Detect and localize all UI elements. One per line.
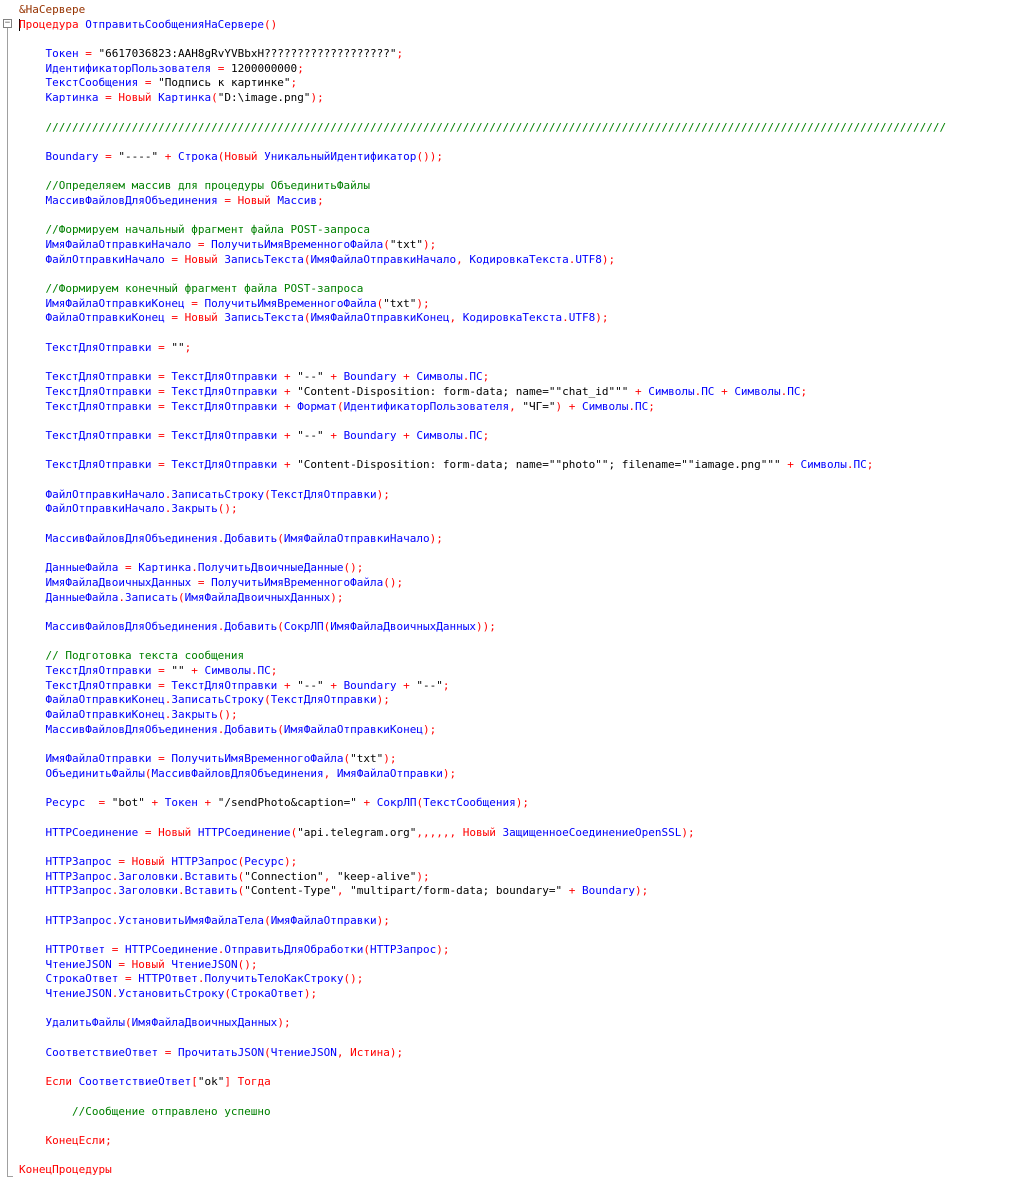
code-line[interactable]: ТекстДляОтправки = ТекстДляОтправки + "--" + Boundary + Символы.ПС; xyxy=(45,428,490,442)
code-area[interactable] xyxy=(19,3,1027,1178)
code-line[interactable] xyxy=(19,635,1027,650)
code-line[interactable] xyxy=(19,444,1027,459)
code-line[interactable]: //Определяем массив для процедуры ОбъединитьФайлы xyxy=(45,179,371,193)
code-line[interactable]: ИмяФайлаОтправкиКонец = ПолучитьИмяВременногоФайла("txt"); xyxy=(45,296,430,310)
code-line[interactable]: Boundary = "----" + Строка(Новый УникальныйИдентификатор()); xyxy=(45,149,443,163)
code-line[interactable] xyxy=(19,840,1027,855)
code-line[interactable]: //////////////////////////////////////////////////////////////////////////////////////////////////////////////////////////////////////// xyxy=(45,120,947,134)
editor-gutter xyxy=(0,0,14,1200)
code-line[interactable]: ФайлОтправкиНачало.ЗаписатьСтроку(ТекстДляОтправки); xyxy=(45,487,390,501)
code-line[interactable] xyxy=(19,414,1027,429)
code-line[interactable]: СоответствиеОтвет = ПрочитатьJSON(ЧтениеJSON, Истина); xyxy=(45,1045,404,1059)
code-line[interactable] xyxy=(19,517,1027,532)
code-line[interactable]: ЧтениеJSON = Новый ЧтениеJSON(); xyxy=(45,957,258,971)
code-line[interactable]: ОбъединитьФайлы(МассивФайловДляОбъединения, ИмяФайлаОтправки); xyxy=(45,766,457,780)
code-line[interactable]: ФайлаОтправкиКонец.Закрыть(); xyxy=(45,708,238,721)
code-line[interactable] xyxy=(19,605,1027,620)
fold-range-end xyxy=(7,1176,13,1177)
code-line[interactable]: МассивФайловДляОбъединения.Добавить(ИмяФайлаОтправкиНачало); xyxy=(45,531,443,545)
code-line[interactable]: HTTPСоединение = Новый HTTPСоединение("api.telegram.org",,,,,, Новый ЗащищенноеСоединениеOpenSSL); xyxy=(45,825,695,839)
code-line[interactable] xyxy=(19,1002,1027,1017)
code-line[interactable] xyxy=(19,135,1027,150)
code-line[interactable]: МассивФайловДляОбъединения.Добавить(ИмяФайлаОтправкиКонец); xyxy=(45,722,437,736)
code-line[interactable]: ФайлаОтправкиКонец.ЗаписатьСтроку(ТекстДляОтправки); xyxy=(45,693,390,707)
code-line[interactable]: ТекстДляОтправки = ТекстДляОтправки + "Content-Disposition: form-data; name=""chat_id""" + Символы.ПС + Символы.ПС; xyxy=(45,384,808,398)
code-line[interactable]: // Подготовка текста сообщения xyxy=(45,649,245,663)
code-line[interactable]: ТекстДляОтправки = ТекстДляОтправки + "--" + Boundary + Символы.ПС; xyxy=(45,370,490,384)
code-line[interactable] xyxy=(19,1119,1027,1134)
code-line[interactable]: ИдентификаторПользователя = 1200000000; xyxy=(45,61,304,75)
code-line[interactable]: ФайлОтправкиНачало.Закрыть(); xyxy=(45,502,238,516)
code-line[interactable]: HTTPЗапрос.Заголовки.Вставить("Connection", "keep-alive"); xyxy=(45,869,430,883)
code-line[interactable] xyxy=(19,473,1027,488)
code-line[interactable]: ДанныеФайла.Записать(ИмяФайлаДвоичныхДанных); xyxy=(45,590,344,604)
code-line[interactable] xyxy=(19,106,1027,121)
code-line[interactable] xyxy=(19,1061,1027,1076)
code-line[interactable]: ФайлаОтправкиКонец = Новый ЗаписьТекста(ИмяФайлаОтправкиКонец, КодировкаТекста.UTF8); xyxy=(45,311,609,325)
code-line[interactable]: //Формируем конечный фрагмент файла POST-запроса xyxy=(45,282,364,296)
code-line[interactable]: ТекстДляОтправки = ТекстДляОтправки + "--" + Boundary + "--"; xyxy=(45,678,450,692)
code-line[interactable]: КонецЕсли; xyxy=(45,1133,112,1147)
code-line[interactable]: ТекстДляОтправки = "" + Символы.ПС; xyxy=(45,663,278,677)
code-line[interactable] xyxy=(19,1031,1027,1046)
code-line[interactable] xyxy=(19,546,1027,561)
code-line[interactable] xyxy=(19,32,1027,47)
code-line[interactable]: //Формируем начальный фрагмент файла POST-запроса xyxy=(45,223,371,237)
code-line[interactable]: УдалитьФайлы(ИмяФайлаДвоичныхДанных); xyxy=(45,1016,291,1030)
code-line[interactable] xyxy=(19,326,1027,341)
fold-range-line xyxy=(7,28,8,1177)
code-line[interactable]: Токен = "6617036823:AAH8gRvYVBbxH???????????????????"; xyxy=(45,47,404,61)
code-line[interactable]: Процедура ОтправитьСообщенияНаСервере() xyxy=(19,17,278,31)
code-line[interactable]: ИмяФайлаДвоичныхДанных = ПолучитьИмяВременногоФайла(); xyxy=(45,575,404,589)
code-line[interactable] xyxy=(19,356,1027,371)
code-line[interactable] xyxy=(19,165,1027,180)
code-line[interactable]: ЧтениеJSON.УстановитьСтроку(СтрокаОтвет); xyxy=(45,987,318,1001)
code-line[interactable]: HTTPЗапрос.Заголовки.Вставить("Content-Type", "multipart/form-data; boundary=" + Boundary); xyxy=(45,884,649,898)
code-line[interactable]: ТекстСообщения = "Подпись к картинке"; xyxy=(45,76,298,90)
code-line[interactable]: Если СоответствиеОтвет["ok"] Тогда xyxy=(45,1075,271,1089)
code-line[interactable]: Ресурс = "bot" + Токен + "/sendPhoto&caption=" + СокрЛП(ТекстСообщения); xyxy=(45,796,530,810)
code-line[interactable] xyxy=(19,899,1027,914)
code-line[interactable] xyxy=(19,811,1027,826)
code-line[interactable] xyxy=(19,737,1027,752)
code-line[interactable]: HTTPОтвет = HTTPСоединение.ОтправитьДляОбработки(HTTPЗапрос); xyxy=(45,943,450,956)
code-line[interactable]: HTTPЗапрос.УстановитьИмяФайлаТела(ИмяФайлаОтправки); xyxy=(45,913,390,927)
code-line[interactable]: HTTPЗапрос = Новый HTTPЗапрос(Ресурс); xyxy=(45,854,298,868)
code-line[interactable]: &НаСервере xyxy=(19,3,86,16)
code-line[interactable] xyxy=(19,209,1027,224)
code-line[interactable] xyxy=(19,267,1027,282)
code-line[interactable] xyxy=(19,1149,1027,1164)
code-line[interactable] xyxy=(19,781,1027,796)
code-line[interactable]: ФайлОтправкиНачало = Новый ЗаписьТекста(ИмяФайлаОтправкиНачало, КодировкаТекста.UTF8); xyxy=(45,252,616,266)
code-line[interactable]: //Сообщение отправлено успешно xyxy=(71,1104,271,1118)
code-line[interactable]: ИмяФайлаОтправкиНачало = ПолучитьИмяВременногоФайла("txt"); xyxy=(45,238,437,251)
code-line[interactable]: ТекстДляОтправки = ТекстДляОтправки + Формат(ИдентификаторПользователя, "ЧГ=") + Символы.ПС; xyxy=(45,399,655,413)
fold-collapse-icon[interactable]: − xyxy=(4,18,11,28)
code-line[interactable] xyxy=(19,1090,1027,1105)
code-line[interactable]: ТекстДляОтправки = ""; xyxy=(45,340,192,354)
code-line[interactable]: Картинка = Новый Картинка("D:\image.png"); xyxy=(45,91,324,105)
code-line[interactable]: СтрокаОтвет = HTTPОтвет.ПолучитьТелоКакСтроку(); xyxy=(45,972,364,986)
code-line[interactable] xyxy=(19,928,1027,943)
code-line[interactable]: КонецПроцедуры xyxy=(19,1163,112,1177)
code-line[interactable]: ИмяФайлаОтправки = ПолучитьИмяВременногоФайла("txt"); xyxy=(45,752,397,766)
code-line[interactable]: МассивФайловДляОбъединения.Добавить(СокрЛП(ИмяФайлаДвоичныхДанных)); xyxy=(45,619,496,633)
code-line[interactable]: ДанныеФайла = Картинка.ПолучитьДвоичныеДанные(); xyxy=(45,561,364,575)
code-line[interactable]: ТекстДляОтправки = ТекстДляОтправки + "Content-Disposition: form-data; name=""photo""; filename=""iamage.png""" + Символы.ПС; xyxy=(45,458,874,472)
code-line[interactable]: МассивФайловДляОбъединения = Новый Массив; xyxy=(45,193,324,207)
